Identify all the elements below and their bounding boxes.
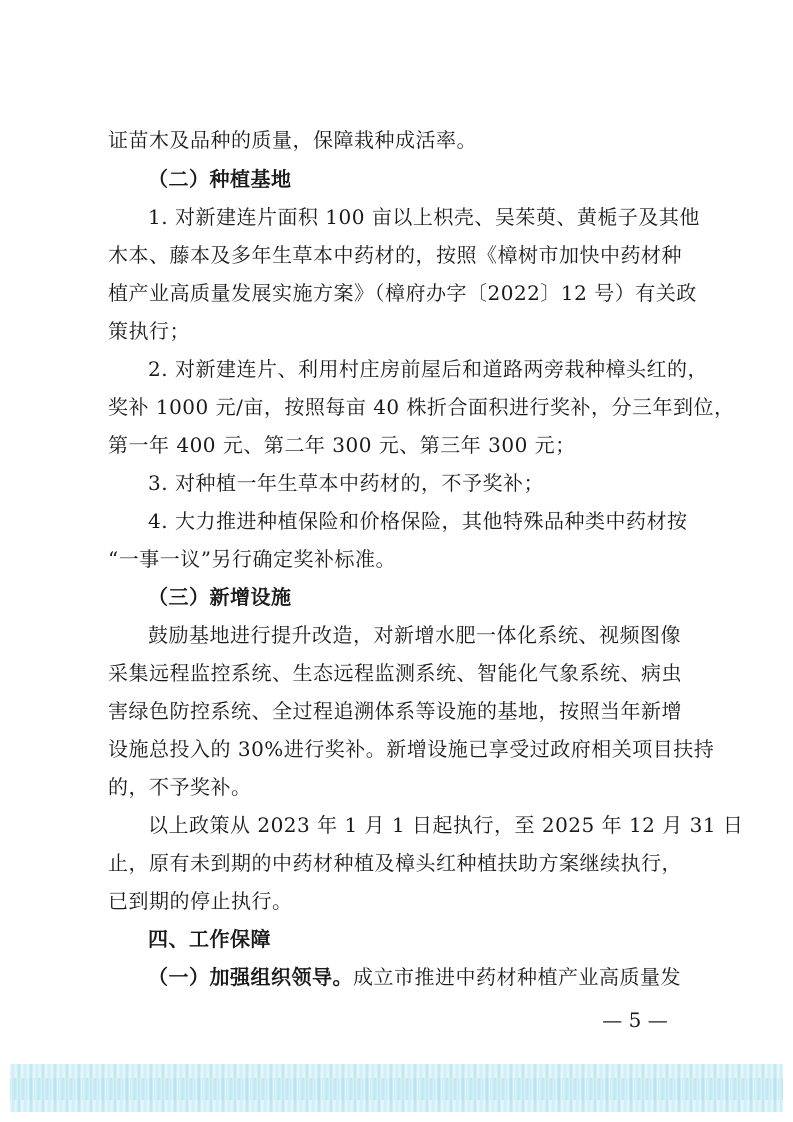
section-heading: （三）新增设施 (148, 585, 292, 609)
page-number: — 5 — (602, 1008, 668, 1032)
scan-edge-decoration (10, 1064, 783, 1112)
text-line: 4. 大力推进种植保险和价格保险，其他特殊品种类中药材按 (148, 509, 688, 533)
text-line: 害绿色防控系统、全过程追溯体系等设施的基地，按照当年新增 (108, 699, 682, 723)
scan-edge-texture (10, 1078, 783, 1100)
chapter-heading: 四、工作保障 (148, 927, 271, 951)
text-line: 木本、藤本及多年生草本中药材的，按照《樟树市加快中药材种 (108, 243, 682, 267)
text-line: 止，原有未到期的中药材种植及樟头红种植扶助方案继续执行， (108, 851, 682, 875)
text-line: 鼓励基地进行提升改造，对新增水肥一体化系统、视频图像 (148, 623, 681, 647)
text-line (148, 963, 708, 991)
text-line: 以上政策从 2023 年 1 月 1 日起执行，至 2025 年 12 月 31 日 (148, 813, 744, 837)
text-line: 策执行； (108, 319, 190, 343)
inline-text: 成立市推进中药材种植产业高质量发 (353, 965, 681, 989)
text-line: “一事一议”另行确定奖补标准。 (108, 547, 396, 571)
text-line: 采集远程监控系统、生态远程监测系统、智能化气象系统、病虫 (108, 661, 682, 685)
inline-heading: （一）加强组织领导。 (148, 965, 353, 989)
text-line: 植产业高质量发展实施方案》（樟府办字〔2022〕12 号）有关政 (108, 281, 697, 305)
text-line: 的，不予奖补。 (108, 775, 252, 799)
text-line: 1. 对新建连片面积 100 亩以上枳壳、吴茱萸、黄栀子及其他 (148, 205, 700, 229)
text-line: 设施总投入的 30%进行奖补。新增设施已享受过政府相关项目扶持 (108, 737, 715, 761)
text-line: 3. 对种植一年生草本中药材的，不予奖补； (148, 471, 544, 495)
text-line: 已到期的停止执行。 (108, 889, 293, 913)
text-line: 2. 对新建连片、利用村庄房前屋后和道路两旁栽种樟头红的， (148, 357, 708, 381)
text-line: 第一年 400 元、第二年 300 元、第三年 300 元； (108, 433, 576, 457)
section-heading: （二）种植基地 (148, 167, 292, 191)
text-line: 奖补 1000 元/亩，按照每亩 40 株折合面积进行奖补，分三年到位， (108, 395, 735, 419)
text-line: 证苗木及品种的质量，保障栽种成活率。 (108, 128, 477, 152)
